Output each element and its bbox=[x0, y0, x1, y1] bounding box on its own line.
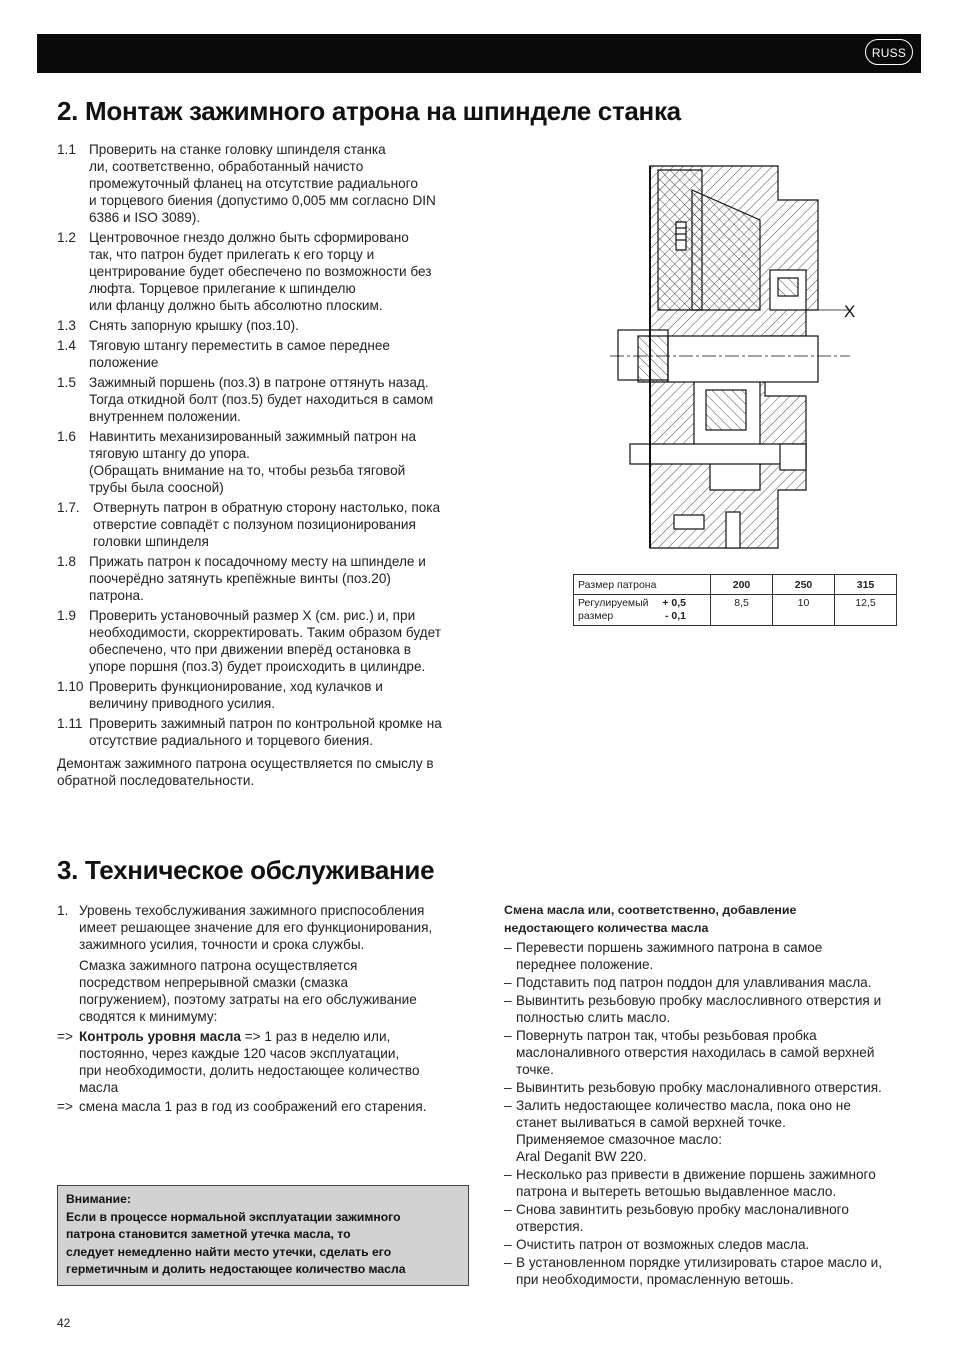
text-line: сводятся к минимуму: bbox=[79, 1009, 218, 1024]
step-number: 1.9 bbox=[57, 608, 76, 623]
row-label-line1: Регулируемый bbox=[578, 597, 649, 609]
oil-change-step bbox=[504, 1097, 929, 1165]
dash-glyph: – bbox=[504, 975, 512, 990]
dash-glyph: – bbox=[504, 1255, 512, 1270]
oil-change-title bbox=[504, 901, 929, 937]
russ-logo: RUSS bbox=[865, 39, 913, 65]
arrow-glyph: => bbox=[57, 1029, 73, 1044]
mounting-step bbox=[57, 428, 487, 496]
step-number: 1.8 bbox=[57, 554, 76, 569]
text-line: Aral Deganit BW 220. bbox=[516, 1149, 647, 1164]
text-line: Центровочное гнездо должно быть сформировано bbox=[89, 230, 409, 245]
text-line: Тогда откидной болт (поз.5) будет находиться в самом bbox=[89, 392, 434, 407]
text-line: патрона становится заметной утечка масла, то bbox=[66, 1227, 351, 1242]
mounting-step bbox=[57, 337, 487, 371]
oil-change-steps bbox=[504, 939, 929, 1288]
text-line: герметичным и долить недостающее количество масла bbox=[66, 1262, 406, 1277]
oil-change-step bbox=[504, 1027, 929, 1078]
text-line: Проверить установочный размер X (см. рис.) и, при bbox=[89, 608, 416, 623]
text-line: поочерёдно затянуть крепёжные винты (поз.20) bbox=[89, 571, 391, 586]
mounting-step bbox=[57, 715, 487, 749]
dash-glyph: – bbox=[504, 1167, 512, 1182]
text-line: Смена масла или, соответственно, добавление bbox=[504, 903, 797, 917]
text-line: Повернуть патрон так, чтобы резьбовая пробка bbox=[516, 1028, 817, 1043]
text-line: Проверить на станке головку шпинделя станка bbox=[89, 142, 386, 157]
text-line: Вывинтить резьбовую пробку маслоналивного отверстия. bbox=[516, 1080, 882, 1095]
text-line: тяговую штангу до упора. bbox=[89, 446, 250, 461]
text-line: переднее положение. bbox=[516, 957, 654, 972]
text-line: Смазка зажимного патрона осуществляется bbox=[79, 958, 358, 973]
text-line: Вывинтить резьбовую пробку маслосливного отверстия и bbox=[516, 993, 882, 1008]
step-number: 1.4 bbox=[57, 338, 76, 353]
mounting-step bbox=[57, 317, 487, 334]
step-number: 1.2 bbox=[57, 230, 76, 245]
text-line: трубы была соосной) bbox=[89, 480, 224, 495]
text-line: упоре поршня (поз.3) будет происходить в цилиндре. bbox=[89, 659, 426, 674]
step-number: 1.7. bbox=[57, 500, 80, 515]
text-line: или фланцу должно быть абсолютно плоским. bbox=[89, 298, 383, 313]
text-line: зажимного усилия, точности и срока службы. bbox=[79, 937, 365, 952]
dash-glyph: – bbox=[504, 1202, 512, 1217]
text-line: следует немедленно найти место утечки, сделать его bbox=[66, 1244, 392, 1259]
mounting-steps-list bbox=[57, 141, 487, 749]
text-line: 6386 и ISO 3089). bbox=[89, 210, 201, 225]
text-line: масла bbox=[79, 1080, 119, 1095]
tolerance-minus: - 0,1 bbox=[664, 610, 686, 622]
oil-change-step bbox=[504, 1079, 929, 1096]
mounting-step bbox=[57, 553, 487, 604]
adjustable-size-table bbox=[573, 574, 897, 626]
text-line: Демонтаж зажимного патрона осуществляется по смыслу в bbox=[57, 756, 434, 771]
text-line: промежуточный фланец на отсутствие радиального bbox=[89, 176, 418, 191]
dismount-note bbox=[57, 755, 487, 789]
text-line: маслоналивного отверстия находилась в самой верхней bbox=[516, 1045, 875, 1060]
text-line: В установленном порядке утилизировать старое масло и, bbox=[516, 1255, 883, 1270]
text-line: патрона и вытереть ветошью выдавленное масло. bbox=[516, 1184, 837, 1199]
text-line: обратной последовательности. bbox=[57, 773, 255, 788]
dash-glyph: – bbox=[504, 1080, 512, 1095]
oil-level-check-interval: => 1 раз в неделю или, bbox=[240, 1029, 391, 1044]
oil-change-step bbox=[504, 974, 929, 991]
section-3-title: 3. Техническое обслуживание bbox=[57, 855, 435, 885]
step-number: 1.10 bbox=[57, 679, 84, 694]
text-line: Прижать патрон к посадочному месту на шпинделе и bbox=[89, 554, 426, 569]
text-line: головки шпинделя bbox=[93, 534, 209, 549]
text-line: Отвернуть патрон в обратную сторону настолько, пока bbox=[93, 500, 441, 515]
text-line: посредством непрерывной смазки (смазка bbox=[79, 975, 349, 990]
text-line: положение bbox=[89, 355, 159, 370]
mounting-step bbox=[57, 499, 487, 550]
warning-title: Внимание: bbox=[66, 1192, 131, 1206]
text-line: ли, соответственно, обработанный начисто bbox=[89, 159, 364, 174]
tolerance-plus: + 0,5 bbox=[662, 597, 686, 609]
text-line: постоянно, через каждые 120 часов эксплуатации, bbox=[79, 1046, 400, 1061]
text-line: недостающего количества масла bbox=[504, 921, 709, 935]
text-line: патрона. bbox=[89, 588, 144, 603]
text-line: Уровень техобслуживания зажимного приспособления bbox=[79, 903, 425, 918]
oil-change-step bbox=[504, 992, 929, 1026]
oil-change-step bbox=[504, 1201, 929, 1235]
text-line: отверстия. bbox=[516, 1219, 584, 1234]
row-label-line2: размер bbox=[578, 610, 614, 622]
oil-change-step bbox=[504, 1166, 929, 1200]
table-size-250: 250 bbox=[773, 575, 835, 595]
text-line: внутреннем положении. bbox=[89, 409, 241, 424]
text-line: станет выливаться в самой верхней точке. bbox=[516, 1115, 786, 1130]
text-line: имеет решающее значение для его функционирования, bbox=[79, 920, 433, 935]
oil-level-check-label: Контроль уровня масла bbox=[79, 1029, 241, 1044]
oil-change-step bbox=[504, 1254, 929, 1288]
oil-change-step bbox=[504, 939, 929, 973]
dash-glyph: – bbox=[504, 1028, 512, 1043]
text-line: отсутствие радиального и торцевого биения. bbox=[89, 733, 374, 748]
table-value-315: 12,5 bbox=[835, 595, 897, 626]
maintenance-item-1 bbox=[57, 902, 487, 1025]
text-line: необходимости, скорректировать. Таким образом будет bbox=[89, 625, 441, 640]
dash-glyph: – bbox=[504, 940, 512, 955]
table-size-200: 200 bbox=[711, 575, 773, 595]
item-number: 1. bbox=[57, 903, 69, 918]
text-line: Проверить функционирование, ход кулачков и bbox=[89, 679, 383, 694]
warning-box bbox=[57, 1185, 469, 1286]
text-line: погружением), поэтому затраты на его обслуживание bbox=[79, 992, 417, 1007]
step-number: 1.5 bbox=[57, 375, 76, 390]
oil-change-right-column bbox=[504, 901, 929, 1289]
text-line: при необходимости, промасленную ветошь. bbox=[516, 1272, 794, 1287]
table-value-250: 10 bbox=[773, 595, 835, 626]
text-line: (Обращать внимание на то, чтобы резьба тяговой bbox=[89, 463, 406, 478]
text-line: величину приводного усилия. bbox=[89, 696, 275, 711]
text-line: Навинтить механизированный зажимный патрон на bbox=[89, 429, 417, 444]
page-number: 42 bbox=[57, 1316, 71, 1330]
section-2-title: 2. Монтаж зажимного атрона на шпинделе станка bbox=[57, 96, 681, 126]
text-line: центрирование будет обеспечено по возможности без bbox=[89, 264, 432, 279]
text-line: точке. bbox=[516, 1062, 554, 1077]
text-line: люфта. Торцевое прилегание к шпинделю bbox=[89, 281, 356, 296]
table-header-label: Размер патрона bbox=[574, 575, 711, 595]
lubrication-text bbox=[79, 957, 487, 1025]
mounting-step bbox=[57, 678, 487, 712]
chuck-cross-section-drawing bbox=[610, 160, 856, 560]
text-line: Залить недостающее количество масла, пока оно не bbox=[516, 1098, 851, 1113]
mounting-step bbox=[57, 229, 487, 314]
header-bar bbox=[37, 34, 921, 73]
step-number: 1.1 bbox=[57, 142, 76, 157]
text-line: Снова завинтить резьбовую пробку маслоналивного bbox=[516, 1202, 849, 1217]
mounting-step bbox=[57, 141, 487, 226]
text-line: Применяемое смазочное масло: bbox=[516, 1132, 723, 1147]
dash-glyph: – bbox=[504, 1237, 512, 1252]
dimension-x-label: X bbox=[844, 302, 856, 321]
table-row-label bbox=[574, 595, 711, 626]
text-line: Если в процессе нормальной эксплуатации зажимного bbox=[66, 1209, 401, 1224]
text-line: Снять запорную крышку (поз.10). bbox=[89, 318, 299, 333]
arrow-glyph: => bbox=[57, 1099, 73, 1114]
text-line: так, что патрон будет прилегать к его торцу и bbox=[89, 247, 375, 262]
dash-glyph: – bbox=[504, 993, 512, 1008]
text-line: обеспечено, что при движении вперёд остановка в bbox=[89, 642, 411, 657]
section-2-steps bbox=[57, 141, 487, 792]
text-line: Подставить под патрон поддон для улавливания масла. bbox=[516, 975, 872, 990]
text-line: при необходимости, долить недостающее количество bbox=[79, 1063, 420, 1078]
warning-text bbox=[66, 1209, 460, 1279]
dash-glyph: – bbox=[504, 1098, 512, 1113]
oil-level-check-details bbox=[79, 1045, 487, 1096]
oil-change-interval-text: смена масла 1 раз в год из соображений его старения. bbox=[79, 1099, 427, 1114]
text-line: Очистить патрон от возможных следов масла. bbox=[516, 1237, 810, 1252]
maintenance-left-column bbox=[57, 902, 487, 1117]
text-line: Проверить зажимный патрон по контрольной кромке на bbox=[89, 716, 442, 731]
text-line: Несколько раз привести в движение поршень зажимного bbox=[516, 1167, 876, 1182]
text-line: Перевести поршень зажимного патрона в самое bbox=[516, 940, 823, 955]
table-value-200: 8,5 bbox=[711, 595, 773, 626]
step-number: 1.3 bbox=[57, 318, 76, 333]
maintenance-item-1-text bbox=[79, 902, 487, 953]
text-line: полностью слить масло. bbox=[516, 1010, 671, 1025]
step-number: 1.11 bbox=[57, 716, 83, 731]
oil-change-step bbox=[504, 1236, 929, 1253]
oil-level-check bbox=[57, 1028, 487, 1096]
oil-change-interval bbox=[57, 1098, 487, 1115]
table-size-315: 315 bbox=[835, 575, 897, 595]
mounting-step bbox=[57, 374, 487, 425]
text-line: и торцевого биения (допустимо 0,005 мм согласно DIN bbox=[89, 193, 436, 208]
mounting-step bbox=[57, 607, 487, 675]
text-line: Зажимный поршень (поз.3) в патроне оттянуть назад. bbox=[89, 375, 429, 390]
text-line: Тяговую штангу переместить в самое переднее bbox=[89, 338, 390, 353]
step-number: 1.6 bbox=[57, 429, 76, 444]
text-line: отверстие совпадёт с ползуном позиционирования bbox=[93, 517, 416, 532]
